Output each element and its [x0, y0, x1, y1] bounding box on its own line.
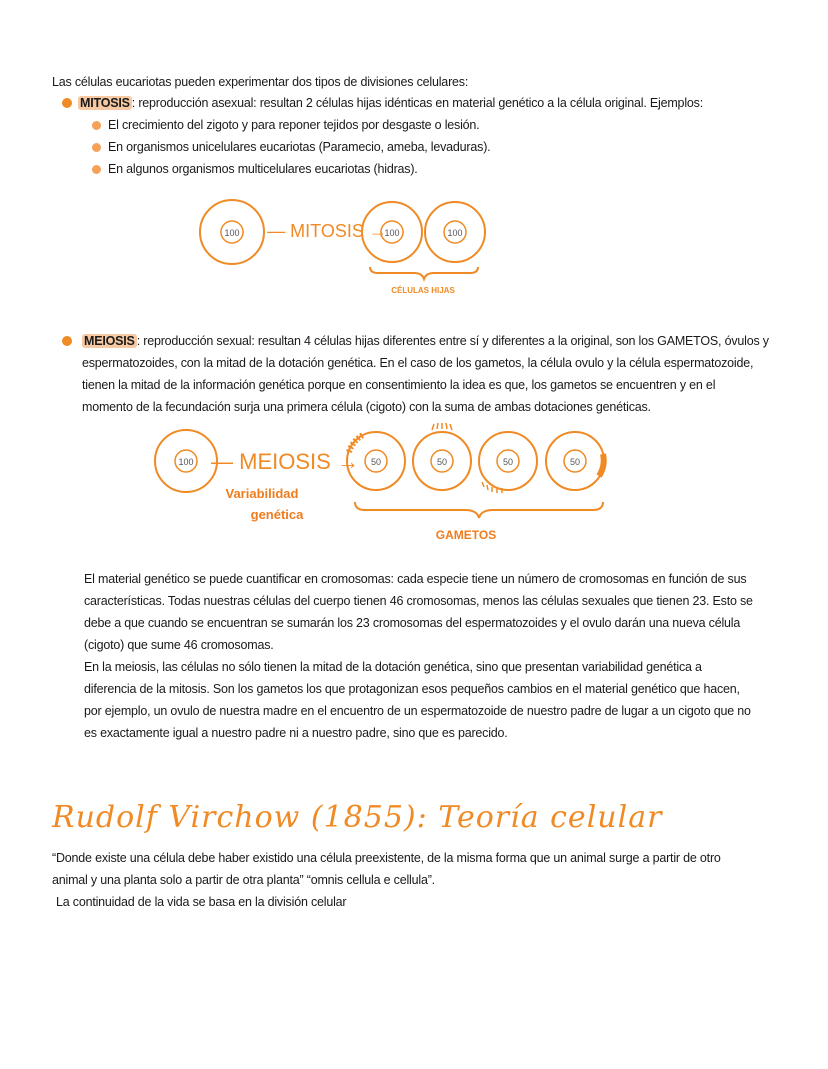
mitosis-arrow-label: — MITOSIS → [267, 221, 387, 241]
brace-icon [370, 267, 478, 279]
mitosis-caption: CÉLULAS HIJAS [391, 286, 455, 295]
virchow-quote: animal y una planta solo a partir de otra planta” “omnis cellula e cellula”. [52, 873, 435, 887]
paragraph-line: (cigoto) que sume 46 cromosomas. [84, 638, 274, 652]
mitosis-description: : reproducción asexual: resultan 2 células hijas idénticas en material genético a la célula original. Ejemplos: [131, 96, 703, 110]
gamete-value: 50 [370, 457, 382, 467]
intro-text: Las células eucariotas pueden experimentar dos tipos de divisiones celulares: [52, 75, 469, 89]
mitosis-example: El crecimiento del zigoto y para reponer tejidos por desgaste o lesión. [108, 118, 480, 132]
sub-bullet-icon [92, 143, 101, 152]
mitosis-term: MITOSIS [80, 96, 130, 110]
gamete-cell [546, 432, 604, 490]
paragraph-line: es exactamente igual a nuestro padre ni a nuestro padre, sino que es parecido. [84, 726, 508, 740]
gamete-value: 50 [502, 457, 514, 467]
sub-bullet-icon [92, 121, 101, 130]
daughter-cell-value: 100 [447, 228, 463, 238]
gamete-value: 50 [569, 457, 581, 467]
paragraph-line: por ejemplo, un ovulo de nuestra madre en el encuentro de un espermatozoide de nuestro padre de lugar a un cigoto que no [84, 704, 751, 718]
paragraph-line: debe a que cuando se encuentran se sumarán los 23 cromosomas del espermatozoides y el ovulo darán una nueva célula [84, 616, 741, 630]
meiosis-line-text: espermatozoides, con la mitad de la dotación genética. En el caso de los gametos, la célula ovulo y la célula espermatozoide, [82, 356, 754, 370]
parent-cell-value: 100 [178, 457, 194, 467]
virchow-conclusion: La continuidad de la vida se basa en la división celular [56, 895, 347, 909]
meiosis-line-text: momento de la fecundación surja una primera célula (cigoto) con la suma de ambas dotaciones genéticas. [82, 400, 651, 414]
paragraph-line: En la meiosis, las células no sólo tienen la mitad de la dotación genética, sino que presentan variabilidad genética a [84, 660, 702, 674]
mitosis-example: En organismos unicelulares eucariotas (Paramecio, ameba, levaduras). [108, 140, 491, 154]
gamete-cell [479, 432, 537, 493]
bullet-dot-icon [62, 336, 72, 346]
brace-icon [355, 502, 603, 518]
meiosis-line-text: tienen la mitad de la información genética porque en consentimiento la idea es que, los gametos se encuentren y en el [82, 378, 716, 392]
mitosis-example: En algunos organismos multicelulares eucariotas (hidras). [108, 162, 418, 176]
parent-cell [200, 200, 264, 264]
meiosis-term: MEIOSIS [84, 334, 135, 348]
meiosis-arrow-label: — MEIOSIS → [211, 449, 359, 474]
meiosis-diagram [150, 422, 620, 550]
sub-bullet-icon [92, 165, 101, 174]
paragraph-line: diferencia de la mitosis. Son los gametos los que protagonizan esos pequeños cambios en el material genético que hacen, [84, 682, 740, 696]
gametes-caption: GAMETOS [435, 528, 497, 542]
meiosis-line [82, 334, 769, 348]
mitosis-diagram [195, 195, 505, 300]
paragraph-line: características. Todas nuestras células del cuerpo tienen 46 cromosomas, menos las células sexuales que tienen 23. Esto se [84, 594, 753, 608]
meiosis-line-text: : reproducción sexual: resultan 4 células hijas diferentes entre sí y diferentes a la original, son los GAMETOS, óvulos y [136, 334, 769, 348]
parent-cell-value: 100 [224, 228, 240, 238]
parent-cell [155, 430, 217, 492]
variability-label: Variabilidad [225, 486, 299, 501]
virchow-heading: Rudolf Virchow (1855): Teoría celular [52, 800, 663, 835]
chromosomes-paragraph [84, 568, 784, 744]
paragraph-line: El material genético se puede cuantificar en cromosomas: cada especie tiene un número de cromosomas en función de sus [84, 572, 747, 586]
mitosis-line [78, 96, 703, 110]
gamete-value: 50 [436, 457, 448, 467]
virchow-quote: “Donde existe una célula debe haber existido una célula preexistente, de la misma forma que un animal surge a partir de otro [52, 851, 721, 865]
daughter-cell-value: 100 [384, 228, 400, 238]
daughter-cell [425, 202, 485, 262]
gamete-cell [413, 423, 471, 490]
bullet-dot-icon [62, 98, 72, 108]
variability-label: genética [250, 507, 304, 522]
